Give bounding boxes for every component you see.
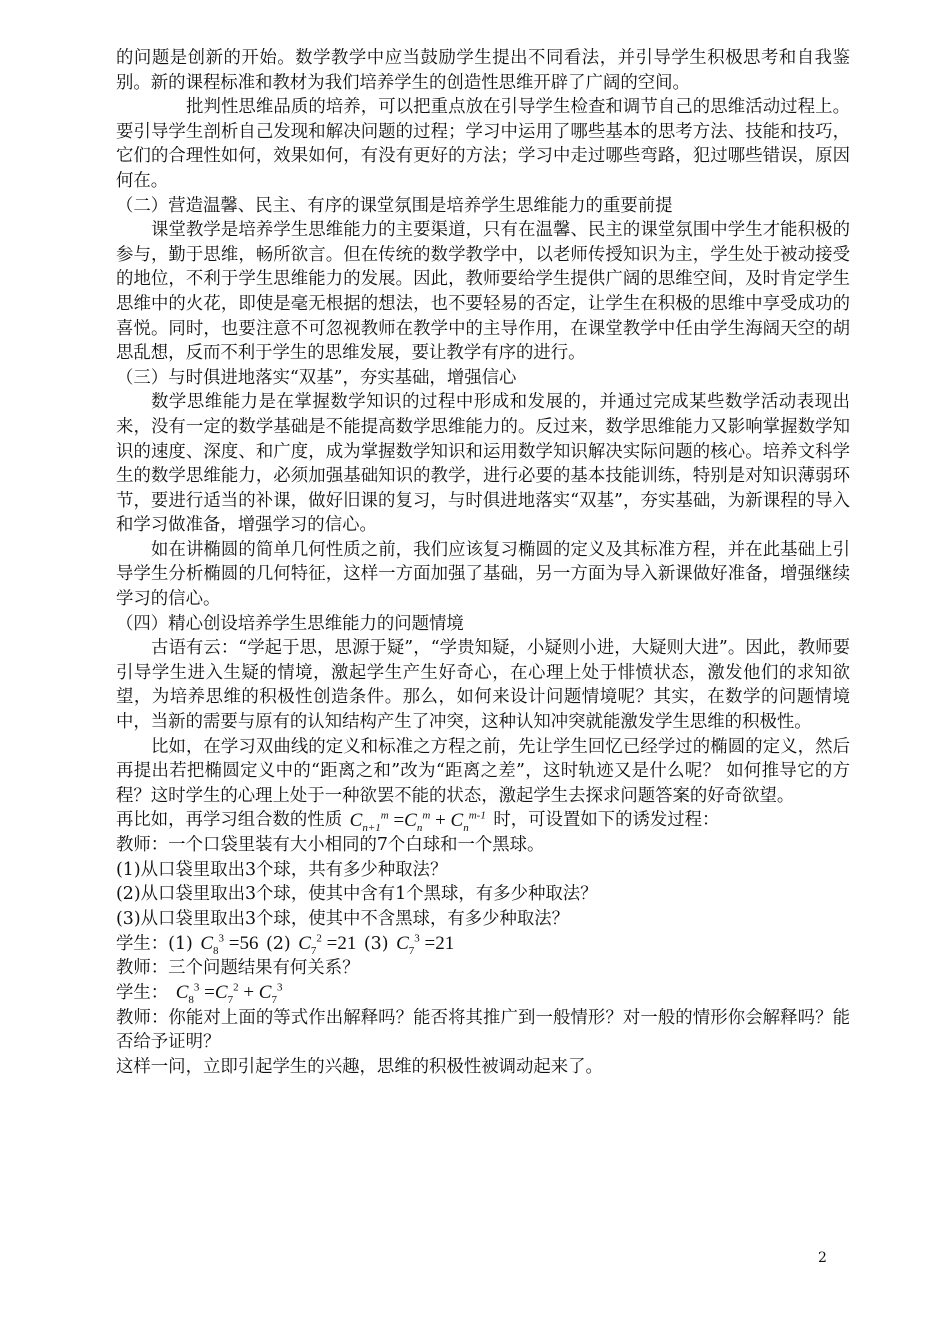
teacher-line: 教师：三个问题结果有何关系？ [116,958,360,979]
student-answer-prefix: 学生：(1) [116,933,193,954]
paragraph: 批判性思维品质的培养，可以把重点放在引导学生检查和调节自己的思维活动过程上。要引导学生剖析自己发现和解决问题的过程；学习中运用了哪些基本的思考方法、技能和技巧，它们的合理性如何，效果如何，有没有更好的方法；学习中走过哪些弯路，犯过哪些错误，原因何在。 [116,97,850,191]
teacher-line: 教师：一个口袋里装有大小相同的7个白球和一个黑球。 [116,835,545,856]
student-relation-prefix: 学生： [116,982,169,1003]
answer-3-label: (3) [363,933,389,954]
paragraph: 如在讲椭圆的简单几何性质之前，我们应该复习椭圆的定义及其标准方程，并在此基础上引导学生分析椭圆的几何特征，这样一方面加强了基础，另一方面为导入新课做好准备，增强继续学习的信心。 [116,539,850,610]
teacher-line: 教师：你能对上面的等式作出解释吗？能否将其推广到一般情形？对一般的情形你会解释吗？能否给予证明？ [116,1007,850,1053]
section-heading: （三）与时俱进地落实“双基”，夯实基础，增强信心 [116,367,517,388]
question-2: (2)从口袋里取出3个球，使其中含有1个黑球，有多少种取法？ [116,884,598,905]
student-relation [116,981,850,1006]
question-3: (3)从口袋里取出3个球，使其中不含黑球，有多少种取法？ [116,908,570,929]
formula-line-suffix: 时，可设置如下的诱发过程： [493,810,720,831]
answer-2-label: (2) [266,933,291,954]
combination-identity-formula: $C_{n+1}^m =C_n^m + C_n^{m-1}$ [349,809,486,834]
answer-1-formula: $C_8^3 =56$ [200,932,259,957]
page-number: 2 [818,1250,827,1266]
answer-2-formula: $C_7^2 =21$ [298,932,357,957]
paragraph: 比如，在学习双曲线的定义和标准之方程之前，先让学生回忆已经学过的椭圆的定义，然后再提出若把椭圆定义中的“距离之和”改为“距离之差”，这时轨迹又是什么呢？ 如何推导它的方程？这时学生的心理上处于一种欲罢不能的状态，激起学生去探求问题答案的好奇欲望。 [116,736,850,806]
section-heading: （四）精心创设培养学生思维能力的问题情境 [116,613,464,634]
formula-line [116,808,850,833]
document-body [116,46,850,1080]
question-1: (1)从口袋里取出3个球，共有多少种取法？ [116,859,448,880]
paragraph: 的问题是创新的开始。数学教学中应当鼓励学生提出不同看法，并引导学生积极思考和自我鉴别。新的课程标准和教材为我们培养学生的创造性思维开辟了广阔的空间。 [116,48,850,93]
paragraph: 古语有云：“学起于思，思源于疑”，“学贵知疑，小疑则小进，大疑则大进”。因此，教师要引导学生进入生疑的情境，激起学生产生好奇心，在心理上处于悱愤状态，激发他们的求知欲望，为培养思维的积极性创造条件。那么，如何来设计问题情境呢？其实，在数学的问题情境中，当新的需要与原有的认知结构产生了冲突，这种认知冲突就能激发学生思维的积极性。 [116,638,850,733]
closing-line: 这样一问，立即引起学生的兴趣，思维的积极性被调动起来了。 [116,1056,603,1077]
paragraph: 数学思维能力是在掌握数学知识的过程中形成和发展的，并通过完成某些数学活动表现出来，没有一定的数学基础是不能提高数学思维能力的。反过来，数学思维能力又影响掌握数学知识的速度、深度、和广度，成为掌握数学知识和运用数学知识解决实际问题的核心。培养文科学生的数学思维能力，必须加强基础知识的教学，进行必要的基本技能训练，特别是对知识薄弱环节，要进行适当的补课，做好旧课的复习，与时俱进地落实“双基”，夯实基础，为新课程的导入和学习做准备，增强学习的信心。 [116,392,850,536]
paragraph: 课堂教学是培养学生思维能力的主要渠道，只有在温馨、民主的课堂氛围中学生才能积极的参与，勤于思维，畅所欲言。但在传统的数学教学中，以老师传授知识为主，学生处于被动接受的地位，不利于学生思维能力的发展。因此，教师要给学生提供广阔的思维空间，及时肯定学生思维中的火花，即使是毫无根据的想法，也不要轻易的否定，让学生在积极的思维中享受成功的喜悦。同时，也要注意不可忽视教师在教学中的主导作用，在课堂教学中任由学生海阔天空的胡思乱想，反而不利于学生的思维发展，要让教学有序的进行。 [116,220,850,364]
formula-line-prefix: 再比如，再学习组合数的性质 [116,810,343,831]
section-heading: （二）营造温馨、民主、有序的课堂氛围是培养学生思维能力的重要前提 [116,195,673,216]
answer-3-formula: $C_7^3 =21$ [396,932,455,957]
relation-formula: $C_8^3 =C_7^2 + C_7^3$ [175,981,283,1006]
student-answers [116,932,850,957]
